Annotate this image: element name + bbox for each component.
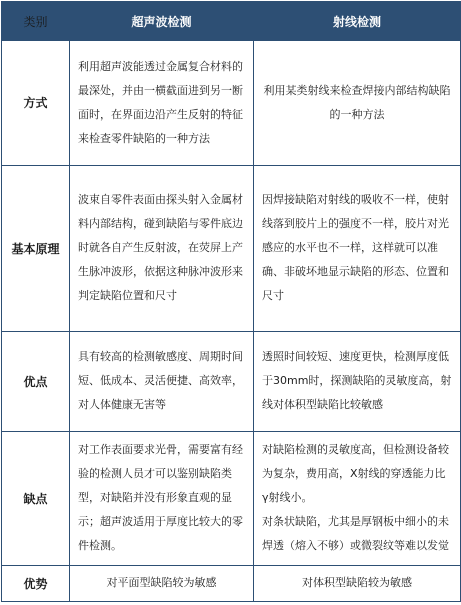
cell-text: 对体积型缺陷较为敏感: [302, 576, 412, 590]
table-row: [2, 331, 461, 432]
comparison-table: [1, 1, 461, 602]
cell-text: 利用某类射线来检查焊接内部结构缺陷的一种方法: [263, 83, 451, 121]
cell-text: 对工作表面要求光骨，需要富有经验的检测人员才可以鉴别缺陷类型，对缺陷并没有形象直观的显示；超声波适用于厚度比较大的零件检测。: [78, 443, 243, 553]
cell-text: 因焊接缺陷对射线的吸收不一样，使射线落到胶片上的强度不一样，胶片对光感应的水平也不一样，这样就可以准确、非破坏地显示缺陷的形态、位置和尺寸: [262, 193, 449, 303]
cell-ultrasonic-method: [70, 41, 254, 166]
table-header-row: [2, 2, 461, 41]
row-label-principle: 基本原理: [2, 165, 70, 331]
cell-text: 对条状缺陷，尤其是厚钢板中细小的未焊透（熔入不够）或微裂纹等难以发觉: [262, 515, 449, 553]
cell-radiographic-method: [254, 41, 461, 166]
cell-ultrasonic-principle: [70, 165, 254, 331]
cell-radiographic-disadvantages: [254, 432, 461, 566]
row-label-method: 方式: [2, 41, 70, 166]
header-radiographic: 射线检测: [254, 2, 461, 41]
row-label-disadvantages: 缺点: [2, 432, 70, 566]
cell-text: 波束自零件表面由探头射入金属材料内部结构，碰到缺陷与零件底边时就各自产生反射波，在荧屏上产生脉冲波形，依据这种脉冲波形来判定缺陷位置和尺寸: [78, 193, 243, 303]
table-row: [2, 565, 461, 601]
cell-text: 对缺陷检测的灵敏度高，但检测设备较为复杂，费用高，X射线的穿透能力比γ射线小。: [262, 443, 449, 505]
header-category: 类别: [2, 2, 70, 41]
table-row: [2, 41, 461, 166]
cell-ultrasonic-advantages: [70, 331, 254, 432]
cell-radiographic-advantages: [254, 331, 461, 432]
table-row: [2, 432, 461, 566]
header-ultrasonic: 超声波检测: [70, 2, 254, 41]
cell-radiographic-strength: [254, 565, 461, 601]
cell-text: 具有较高的检测敏感度、周期时间短、低成本、灵活便捷、高效率，对人体健康无害等: [78, 350, 243, 412]
cell-text: 透照时间较短、速度更快，检测厚度低于30mm时，探测缺陷的灵敏度高，射线对体积型缺陷比较敏感: [262, 350, 452, 412]
row-label-strength: 优势: [2, 565, 70, 601]
cell-ultrasonic-strength: [70, 565, 254, 601]
cell-ultrasonic-disadvantages: [70, 432, 254, 566]
cell-text: 对平面型缺陷较为敏感: [106, 576, 217, 590]
cell-text: 利用超声波能透过金属复合材料的最深处，并由一横截面进到另一断面时，在界面边沿产生反射的特征来检查零件缺陷的一种方法: [78, 59, 243, 145]
table-row: [2, 165, 461, 331]
row-label-advantages: 优点: [2, 331, 70, 432]
cell-radiographic-principle: [254, 165, 461, 331]
